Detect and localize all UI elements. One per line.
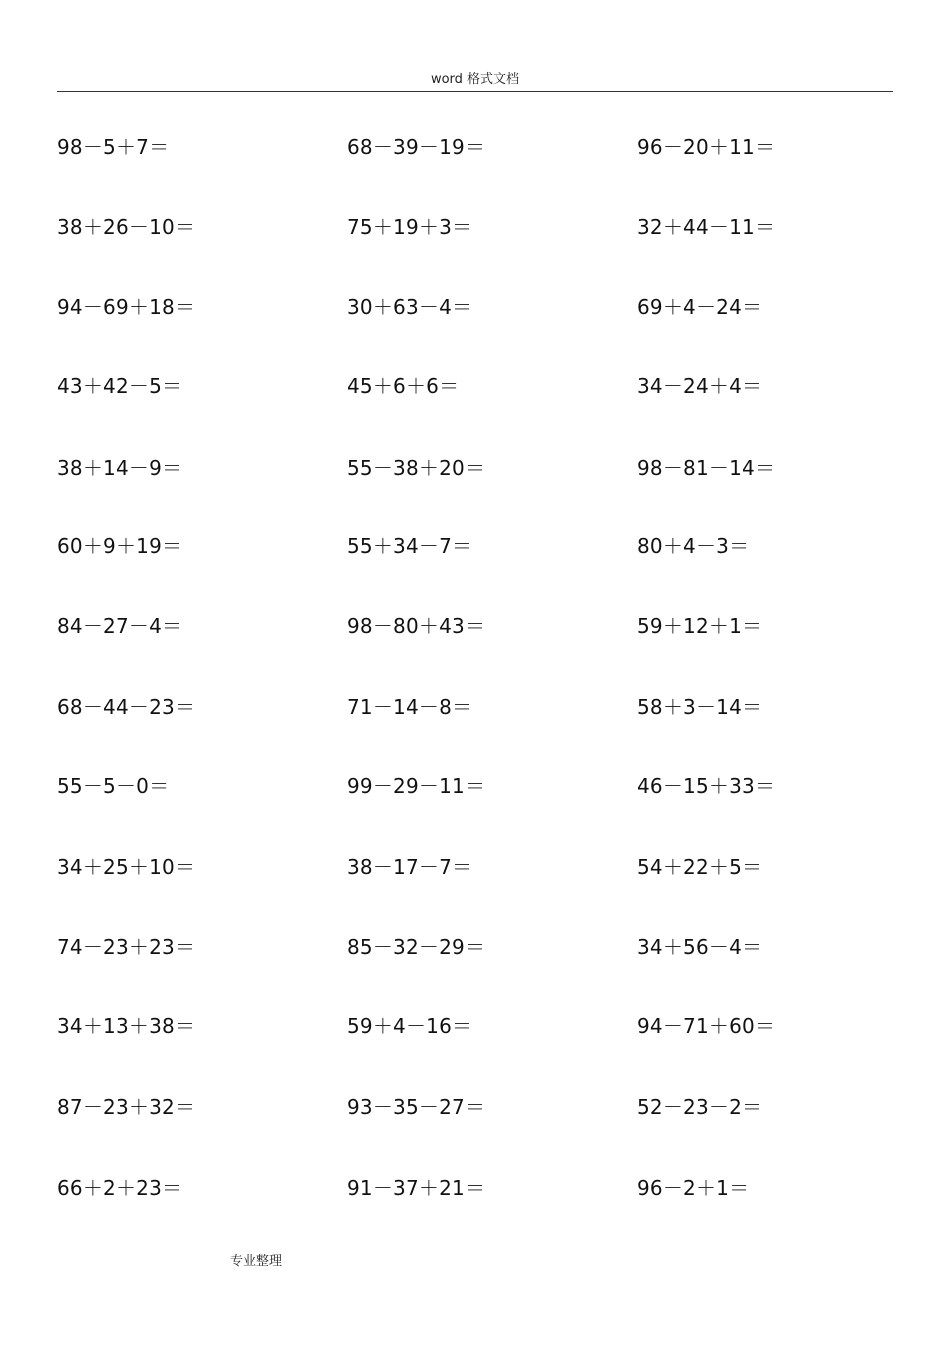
problem-item: 59＋4－16＝ xyxy=(347,1014,473,1038)
problem-item: 52－23－2＝ xyxy=(637,1095,763,1119)
problem-item: 98－80＋43＝ xyxy=(347,614,486,638)
problem-item: 34＋25＋10＝ xyxy=(57,855,196,879)
problem-item: 55－5－0＝ xyxy=(57,774,170,798)
problem-item: 32＋44－11＝ xyxy=(637,215,776,239)
problem-item: 94－71＋60＝ xyxy=(637,1014,776,1038)
problem-item: 43＋42－5＝ xyxy=(57,374,183,398)
problem-item: 68－44－23＝ xyxy=(57,695,196,719)
problem-item: 93－35－27＝ xyxy=(347,1095,486,1119)
problem-item: 99－29－11＝ xyxy=(347,774,486,798)
problem-item: 34＋13＋38＝ xyxy=(57,1014,196,1038)
problem-item: 71－14－8＝ xyxy=(347,695,473,719)
problem-item: 38－17－7＝ xyxy=(347,855,473,879)
problem-item: 74－23＋23＝ xyxy=(57,935,196,959)
problem-item: 54＋22＋5＝ xyxy=(637,855,763,879)
problem-item: 98－5＋7＝ xyxy=(57,135,170,159)
problem-item: 58＋3－14＝ xyxy=(637,695,763,719)
problem-item: 75＋19＋3＝ xyxy=(347,215,473,239)
problem-item: 98－81－14＝ xyxy=(637,456,776,480)
problem-item: 69＋4－24＝ xyxy=(637,295,763,319)
problem-item: 96－2＋1＝ xyxy=(637,1176,750,1200)
problem-item: 94－69＋18＝ xyxy=(57,295,196,319)
problem-item: 91－37＋21＝ xyxy=(347,1176,486,1200)
page-footer-text: 专业整理 xyxy=(230,1254,283,1269)
problem-item: 84－27－4＝ xyxy=(57,614,183,638)
problem-item: 38＋26－10＝ xyxy=(57,215,196,239)
problem-item: 87－23＋32＝ xyxy=(57,1095,196,1119)
problem-item: 96－20＋11＝ xyxy=(637,135,776,159)
problem-item: 38＋14－9＝ xyxy=(57,456,183,480)
problem-item: 34－24＋4＝ xyxy=(637,374,763,398)
problem-item: 66＋2＋23＝ xyxy=(57,1176,183,1200)
page-header-title: word 格式文档 xyxy=(430,72,520,87)
problem-item: 55－38＋20＝ xyxy=(347,456,486,480)
problem-item: 80＋4－3＝ xyxy=(637,534,750,558)
problem-item: 46－15＋33＝ xyxy=(637,774,776,798)
problem-item: 55＋34－7＝ xyxy=(347,534,473,558)
problem-item: 30＋63－4＝ xyxy=(347,295,473,319)
problem-item: 59＋12＋1＝ xyxy=(637,614,763,638)
problem-item: 85－32－29＝ xyxy=(347,935,486,959)
problem-item: 60＋9＋19＝ xyxy=(57,534,183,558)
problem-item: 45＋6＋6＝ xyxy=(347,374,460,398)
problem-item: 34＋56－4＝ xyxy=(637,935,763,959)
problem-item: 68－39－19＝ xyxy=(347,135,486,159)
